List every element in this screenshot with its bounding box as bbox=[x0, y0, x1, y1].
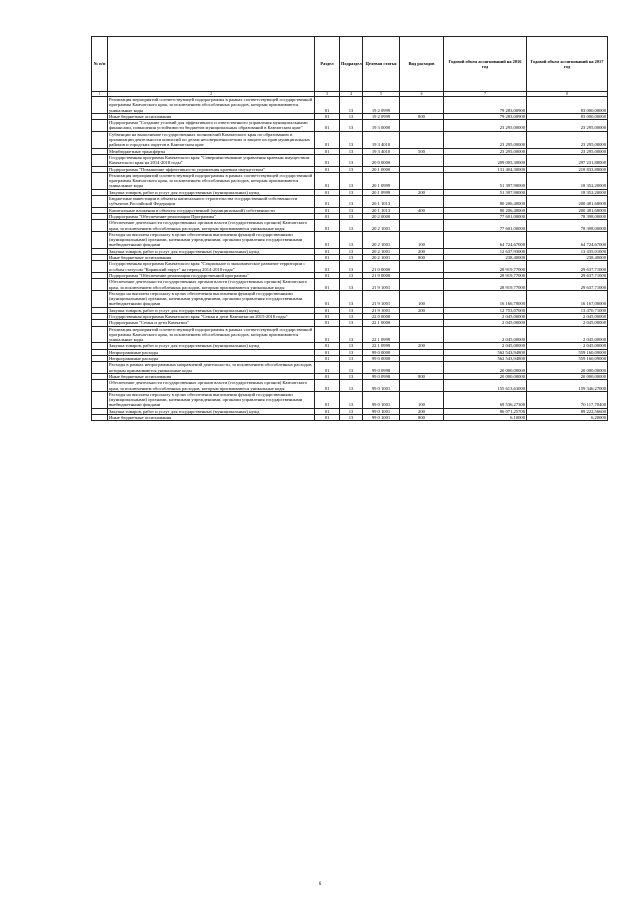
row-name-cell: Капитальные вложения в объекты государственной (муниципальной) собственности bbox=[108, 207, 315, 213]
row-section-cell: 01 bbox=[315, 326, 340, 343]
table-header-row bbox=[92, 37, 608, 92]
row-num-cell bbox=[92, 279, 108, 291]
row-vol-2017-cell: 559 160,09000 bbox=[527, 356, 608, 362]
row-vol-2017-cell: 16 167,00000 bbox=[527, 290, 608, 307]
row-name-cell: Субвенции на выполнение государственных полномочий Камчатского края по образованию и организации деятельности комиссий по делам несовершеннолетних и защите их прав муниципальных районов и городских округов в Камчатском крае bbox=[108, 131, 315, 148]
row-expense-type-cell bbox=[400, 362, 444, 374]
row-expense-type-cell bbox=[400, 279, 444, 291]
row-name-cell: Реализация мероприятий соответствующей подпрограммы в рамках соответствующей государственной программы Камчатского края, за исключением обособленных расходов, которым присваиваются уникальные коды bbox=[108, 172, 315, 189]
row-target-cell: 20 1 0999 bbox=[363, 189, 400, 195]
row-name-cell: Непрограммные расходы bbox=[108, 349, 315, 355]
row-vol-2016-cell: 209 005,30000 bbox=[444, 154, 527, 166]
row-subsection-cell: 13 bbox=[340, 196, 363, 208]
row-vol-2016-cell: 6,10000 bbox=[444, 415, 527, 421]
row-vol-2017-cell: 200 481,68000 bbox=[527, 196, 608, 208]
page-number: 6 bbox=[318, 882, 322, 887]
row-target-cell: 99 0 1001 bbox=[363, 380, 400, 392]
row-subsection-cell: 13 bbox=[340, 113, 363, 119]
row-expense-type-cell: 200 bbox=[400, 189, 444, 195]
row-num-cell bbox=[92, 290, 108, 307]
table-row bbox=[92, 154, 608, 166]
row-vol-2016-cell: 28 919,77000 bbox=[444, 272, 527, 278]
table-row bbox=[92, 172, 608, 189]
row-vol-2016-cell: 12 753,07000 bbox=[444, 307, 527, 313]
index-cell: 7 bbox=[444, 92, 527, 97]
row-name-cell: Иные бюджетные ассигнования bbox=[108, 255, 315, 261]
row-num-cell bbox=[92, 391, 108, 408]
row-name-cell: Обеспечение деятельности государственных органов власти (государственных органов) Камчатского края, за исключением обособленных расходов, которым присваиваются уникальные коды bbox=[108, 220, 315, 232]
row-name-cell: Расходы на выплаты персоналу в целях обеспечения выполнения функций государственными (муниципальными) органами, казенными учреждениями, органами управления государственными внебюджетными фондами bbox=[108, 290, 315, 307]
row-target-cell: 21 9 1001 bbox=[363, 307, 400, 313]
row-target-cell: 99 0 0000 bbox=[363, 356, 400, 362]
row-vol-2016-cell: 2 045,00000 bbox=[444, 313, 527, 319]
row-expense-type-cell bbox=[400, 120, 444, 132]
index-cell: 8 bbox=[527, 92, 608, 97]
row-vol-2017-cell: 18 352,20000 bbox=[527, 189, 608, 195]
row-expense-type-cell: 200 bbox=[400, 248, 444, 254]
row-vol-2017-cell: 29 637,71000 bbox=[527, 279, 608, 291]
row-section-cell: 01 bbox=[315, 97, 340, 114]
row-subsection-cell: 13 bbox=[340, 290, 363, 307]
row-expense-type-cell: 200 bbox=[400, 343, 444, 349]
row-expense-type-cell bbox=[400, 261, 444, 273]
row-target-cell: 99 0 1001 bbox=[363, 415, 400, 421]
row-subsection-cell: 13 bbox=[340, 255, 363, 261]
row-vol-2017-cell: 23 295,00000 bbox=[527, 148, 608, 154]
row-target-cell: 20 2 0000 bbox=[363, 213, 400, 219]
row-expense-type-cell bbox=[400, 220, 444, 232]
row-expense-type-cell: 800 bbox=[400, 255, 444, 261]
row-name-cell: Закупка товаров, работ и услуг для государственных (муниципальных) нужд bbox=[108, 408, 315, 414]
header-expense-type: Вид расходов bbox=[400, 37, 444, 92]
row-expense-type-cell: 100 bbox=[400, 231, 444, 248]
row-vol-2016-cell: 23 295,00000 bbox=[444, 131, 527, 148]
row-target-cell: 20 2 1001 bbox=[363, 248, 400, 254]
row-expense-type-cell bbox=[400, 326, 444, 343]
row-section-cell: 01 bbox=[315, 113, 340, 119]
row-target-cell: 20 1 1013 bbox=[363, 196, 400, 208]
row-target-cell: 22 1 0999 bbox=[363, 326, 400, 343]
row-subsection-cell: 13 bbox=[340, 120, 363, 132]
row-vol-2016-cell: 12 637,93000 bbox=[444, 248, 527, 254]
row-subsection-cell: 13 bbox=[340, 380, 363, 392]
row-target-cell: 99 0 0998 bbox=[363, 362, 400, 374]
row-name-cell: Расходы на выплаты персоналу в целях обеспечения выполнения функций государственными (муниципальными) органами, казенными учреждениями, органами управления государственными внебюджетными фондами bbox=[108, 391, 315, 408]
row-section-cell: 01 bbox=[315, 362, 340, 374]
row-target-cell: 20 2 1001 bbox=[363, 255, 400, 261]
row-section-cell: 01 bbox=[315, 166, 340, 172]
row-name-cell: Иные бюджетные ассигнования bbox=[108, 373, 315, 379]
row-name-cell: Обеспечение деятельности государственных органов власти (государственных органов) Камчатского края, за исключением обособленных расходов, которым присваиваются уникальные коды bbox=[108, 279, 315, 291]
row-subsection-cell: 13 bbox=[340, 343, 363, 349]
row-target-cell: 99 0 1001 bbox=[363, 391, 400, 408]
row-subsection-cell: 13 bbox=[340, 326, 363, 343]
row-section-cell: 01 bbox=[315, 272, 340, 278]
row-section-cell: 01 bbox=[315, 196, 340, 208]
row-vol-2016-cell: 77 601,00000 bbox=[444, 213, 527, 219]
row-vol-2017-cell: 29 637,71000 bbox=[527, 272, 608, 278]
row-vol-2016-cell: 80 206,40000 bbox=[444, 196, 527, 208]
row-section-cell: 01 bbox=[315, 213, 340, 219]
row-num-cell bbox=[92, 172, 108, 189]
row-vol-2017-cell: 218 833,88000 bbox=[527, 166, 608, 172]
row-subsection-cell: 13 bbox=[340, 97, 363, 114]
table-row bbox=[92, 120, 608, 132]
table-row bbox=[92, 196, 608, 208]
row-section-cell: 01 bbox=[315, 172, 340, 189]
table-row bbox=[92, 290, 608, 307]
row-expense-type-cell: 800 bbox=[400, 415, 444, 421]
row-num-cell bbox=[92, 415, 108, 421]
row-name-cell: Бюджетные инвестиции в объекты капитального строительства государственной собственности субъектов Российской Федерации bbox=[108, 196, 315, 208]
row-vol-2017-cell: 20 000,00000 bbox=[527, 362, 608, 374]
row-vol-2016-cell: 64 724,67000 bbox=[444, 231, 527, 248]
row-vol-2016-cell: 51 397,90000 bbox=[444, 172, 527, 189]
row-vol-2016-cell: 2 045,00000 bbox=[444, 320, 527, 326]
row-vol-2017-cell: 297 231,88000 bbox=[527, 154, 608, 166]
row-target-cell: 20 1 0000 bbox=[363, 166, 400, 172]
row-target-cell: 99 0 0000 bbox=[363, 349, 400, 355]
row-vol-2017-cell: 2 045,00000 bbox=[527, 313, 608, 319]
row-name-cell: Обеспечение деятельности государственных органов власти (государственных органов) Камчатского края, за исключением обособленных расходов, которым присваиваются уникальные коды bbox=[108, 380, 315, 392]
row-subsection-cell: 13 bbox=[340, 154, 363, 166]
table-row bbox=[92, 220, 608, 232]
row-name-cell: Реализация мероприятий соответствующей подпрограммы в рамках соответствующей государственной программы Камчатского края, за исключением обособленных расходов, которым присваиваются уникальные коды bbox=[108, 97, 315, 114]
row-subsection-cell: 13 bbox=[340, 307, 363, 313]
row-subsection-cell: 13 bbox=[340, 349, 363, 355]
row-subsection-cell: 13 bbox=[340, 279, 363, 291]
budget-sheet bbox=[91, 36, 607, 421]
row-subsection-cell: 13 bbox=[340, 172, 363, 189]
row-vol-2017-cell: 18 352,20000 bbox=[527, 172, 608, 189]
header-target: Целевая статья bbox=[363, 37, 400, 92]
row-section-cell: 01 bbox=[315, 356, 340, 362]
row-vol-2016-cell: 238,40000 bbox=[444, 255, 527, 261]
row-vol-2017-cell: 559 160,09000 bbox=[527, 349, 608, 355]
row-name-cell: Закупка товаров, работ и услуг для государственных (муниципальных) нужд bbox=[108, 343, 315, 349]
row-section-cell: 01 bbox=[315, 343, 340, 349]
row-vol-2016-cell: 20 000,00000 bbox=[444, 362, 527, 374]
row-vol-2017-cell: 23 295,00000 bbox=[527, 120, 608, 132]
row-section-cell: 01 bbox=[315, 220, 340, 232]
row-vol-2016-cell: 86 071,25700 bbox=[444, 408, 527, 414]
row-vol-2016-cell: 16 166,70000 bbox=[444, 290, 527, 307]
row-expense-type-cell: 100 bbox=[400, 391, 444, 408]
row-subsection-cell: 13 bbox=[340, 189, 363, 195]
row-vol-2016-cell: 69 536,27300 bbox=[444, 391, 527, 408]
row-vol-2016-cell: 28 919,77000 bbox=[444, 279, 527, 291]
row-target-cell: 20 1 0999 bbox=[363, 172, 400, 189]
row-vol-2017-cell: 159 346,27000 bbox=[527, 380, 608, 392]
row-num-cell bbox=[92, 131, 108, 148]
row-target-cell: 99 0 0998 bbox=[363, 373, 400, 379]
row-subsection-cell: 13 bbox=[340, 373, 363, 379]
header-vol-2016: Годовой объем ассигнований на 2016 год bbox=[444, 37, 527, 92]
row-vol-2016-cell: 79 283,00900 bbox=[444, 97, 527, 114]
row-name-cell: Реализация мероприятий соответствующей подпрограммы в рамках соответствующей государственной программы Камчатского края, за исключением обособленных расходов, которым присваиваются уникальные коды bbox=[108, 326, 315, 343]
row-expense-type-cell bbox=[400, 154, 444, 166]
row-section-cell: 01 bbox=[315, 207, 340, 213]
row-name-cell: Подпрограмма "Обеспечение реализации государственной программы" bbox=[108, 272, 315, 278]
header-vol-2017: Годовой объем ассигнований на 2017 год bbox=[527, 37, 608, 92]
row-vol-2017-cell: 83 000,00000 bbox=[527, 113, 608, 119]
table-row bbox=[92, 279, 608, 291]
row-name-cell: Закупка товаров, работ и услуг для государственных (муниципальных) нужд bbox=[108, 189, 315, 195]
row-vol-2017-cell: 2 045,00000 bbox=[527, 320, 608, 326]
row-num-cell bbox=[92, 120, 108, 132]
row-expense-type-cell: 400 bbox=[400, 207, 444, 213]
header-subsection: Подраздел bbox=[340, 37, 363, 92]
row-num-cell bbox=[92, 362, 108, 374]
table-row bbox=[92, 326, 608, 343]
row-target-cell: 99 0 1001 bbox=[363, 408, 400, 414]
row-vol-2016-cell: 79 283,00900 bbox=[444, 113, 527, 119]
table-row bbox=[92, 97, 608, 114]
row-target-cell: 19 2 0999 bbox=[363, 97, 400, 114]
table-row bbox=[92, 380, 608, 392]
row-expense-type-cell: 800 bbox=[400, 113, 444, 119]
header-section: Раздел bbox=[315, 37, 340, 92]
row-num-cell bbox=[92, 196, 108, 208]
row-vol-2017-cell: 83 000,00000 bbox=[527, 97, 608, 114]
row-section-cell: 01 bbox=[315, 189, 340, 195]
row-target-cell: 21 9 0000 bbox=[363, 272, 400, 278]
row-subsection-cell: 13 bbox=[340, 213, 363, 219]
row-expense-type-cell: 500 bbox=[400, 148, 444, 154]
row-vol-2016-cell: 80 206,40000 bbox=[444, 207, 527, 213]
row-target-cell: 19 3 4010 bbox=[363, 131, 400, 148]
row-name-cell: Расходы в рамках непрограммных направлений деятельности, за исключением обособленных расходов, которым присваиваются уникальные коды bbox=[109, 362, 313, 373]
row-section-cell: 01 bbox=[315, 131, 340, 148]
row-vol-2016-cell: 562 543,94800 bbox=[444, 356, 527, 362]
row-subsection-cell: 13 bbox=[340, 362, 363, 374]
row-vol-2016-cell: 51 397,90000 bbox=[444, 189, 527, 195]
row-vol-2017-cell: 64 724,67000 bbox=[527, 231, 608, 248]
row-vol-2017-cell: 2 045,00000 bbox=[527, 326, 608, 343]
row-vol-2017-cell: 200 481,68000 bbox=[527, 207, 608, 213]
row-vol-2016-cell: 2 045,00000 bbox=[444, 343, 527, 349]
index-cell: 1 bbox=[92, 92, 108, 97]
row-vol-2017-cell: 78 398,00000 bbox=[527, 220, 608, 232]
row-subsection-cell: 13 bbox=[340, 148, 363, 154]
row-target-cell: 20 0 0000 bbox=[363, 154, 400, 166]
row-expense-type-cell: 200 bbox=[400, 307, 444, 313]
row-section-cell: 01 bbox=[315, 255, 340, 261]
table-row bbox=[92, 231, 608, 248]
row-subsection-cell: 13 bbox=[340, 248, 363, 254]
row-num-cell bbox=[92, 380, 108, 392]
row-vol-2016-cell: 20 000,00000 bbox=[444, 373, 527, 379]
table-row bbox=[92, 131, 608, 148]
row-name-cell: Государственная программа Камчатского края "Социальное и экономическое развитие территории с особым статусом "Корякский округ" на период 2014-2018 годы" bbox=[108, 261, 315, 273]
row-subsection-cell: 13 bbox=[340, 313, 363, 319]
table-row bbox=[92, 391, 608, 408]
row-section-cell: 01 bbox=[315, 415, 340, 421]
row-vol-2017-cell: 23 295,00000 bbox=[527, 131, 608, 148]
row-vol-2016-cell: 23 295,00000 bbox=[444, 148, 527, 154]
row-section-cell: 01 bbox=[315, 290, 340, 307]
row-expense-type-cell: 200 bbox=[400, 408, 444, 414]
row-expense-type-cell: 100 bbox=[400, 290, 444, 307]
row-target-cell: 21 0 0000 bbox=[363, 261, 400, 273]
row-expense-type-cell bbox=[400, 196, 444, 208]
row-vol-2016-cell: 155 613,63000 bbox=[444, 380, 527, 392]
row-vol-2017-cell: 89 222,56600 bbox=[527, 408, 608, 414]
row-expense-type-cell bbox=[400, 131, 444, 148]
row-section-cell: 01 bbox=[315, 373, 340, 379]
row-subsection-cell: 13 bbox=[340, 220, 363, 232]
row-subsection-cell: 13 bbox=[340, 261, 363, 273]
row-target-cell: 20 2 1001 bbox=[363, 231, 400, 248]
row-name-cell: Непрограммные расходы bbox=[108, 356, 315, 362]
row-section-cell: 01 bbox=[315, 248, 340, 254]
row-name-cell: Подпрограмма "Семья и дети Камчатки" bbox=[108, 320, 315, 326]
row-num-cell bbox=[92, 231, 108, 248]
row-target-cell: 20 2 1001 bbox=[363, 220, 400, 232]
row-vol-2017-cell: 2 045,00000 bbox=[527, 343, 608, 349]
row-subsection-cell: 13 bbox=[340, 415, 363, 421]
row-subsection-cell: 13 bbox=[340, 320, 363, 326]
table-row bbox=[92, 261, 608, 273]
row-target-cell: 19 2 0999 bbox=[363, 113, 400, 119]
row-num-cell bbox=[92, 97, 108, 114]
row-target-cell: 21 9 1001 bbox=[363, 279, 400, 291]
row-section-cell: 01 bbox=[315, 391, 340, 408]
row-section-cell: 01 bbox=[315, 380, 340, 392]
row-vol-2017-cell: 6,20000 bbox=[527, 415, 608, 421]
row-subsection-cell: 13 bbox=[340, 408, 363, 414]
row-vol-2017-cell: 238,40000 bbox=[527, 255, 608, 261]
index-cell: 5 bbox=[363, 92, 400, 97]
table-row bbox=[92, 415, 608, 421]
row-vol-2017-cell: 78 398,00000 bbox=[527, 213, 608, 219]
row-section-cell: 01 bbox=[315, 231, 340, 248]
row-vol-2017-cell: 70 117,70400 bbox=[527, 391, 608, 408]
row-subsection-cell: 13 bbox=[340, 356, 363, 362]
row-section-cell: 01 bbox=[315, 148, 340, 154]
table-row bbox=[92, 362, 608, 374]
row-num-cell bbox=[92, 326, 108, 343]
row-name-cell: Государственная программа Камчатского края "Семья и дети Камчатки на 2015-2018 годы" bbox=[108, 313, 315, 319]
row-target-cell: 20 1 1013 bbox=[363, 207, 400, 213]
row-name-cell: Государственная программа Камчатского края "Совершенствование управления краевым имуществом Камчатского края на 2014-2018 годы" bbox=[108, 154, 315, 166]
row-expense-type-cell: 800 bbox=[400, 373, 444, 379]
row-section-cell: 01 bbox=[315, 154, 340, 166]
row-vol-2017-cell: 20 000,00000 bbox=[527, 373, 608, 379]
row-subsection-cell: 13 bbox=[340, 166, 363, 172]
row-section-cell: 01 bbox=[315, 307, 340, 313]
row-subsection-cell: 13 bbox=[340, 272, 363, 278]
row-name-cell: Межбюджетные трансферты bbox=[108, 148, 315, 154]
row-name-cell: Подпрограмма "Повышение эффективности управления краевым имуществом" bbox=[108, 166, 315, 172]
index-cell: 3 bbox=[315, 92, 340, 97]
row-subsection-cell: 13 bbox=[340, 207, 363, 213]
header-num: № п/п bbox=[92, 37, 108, 92]
row-section-cell: 01 bbox=[315, 320, 340, 326]
row-subsection-cell: 13 bbox=[340, 391, 363, 408]
row-num-cell bbox=[92, 261, 108, 273]
row-name-cell: Подпрограмма "Обеспечение реализации Программы" bbox=[108, 213, 315, 219]
row-target-cell: 19 3 0000 bbox=[363, 120, 400, 132]
index-cell: 4 bbox=[340, 92, 363, 97]
row-target-cell: 22 0 0000 bbox=[363, 313, 400, 319]
row-target-cell: 19 3 4010 bbox=[363, 148, 400, 154]
row-name-cell: Подпрограмма "Создание условий для эффективного и ответственного управления муниципальными финансами, повышения устойчивости бюджетов муниципальных образований в Камчатском крае" bbox=[108, 120, 315, 132]
row-vol-2016-cell: 77 601,00000 bbox=[444, 220, 527, 232]
row-section-cell: 01 bbox=[315, 349, 340, 355]
row-target-cell: 21 9 1001 bbox=[363, 290, 400, 307]
row-vol-2017-cell: 13 470,71000 bbox=[527, 307, 608, 313]
row-section-cell: 01 bbox=[315, 279, 340, 291]
row-subsection-cell: 13 bbox=[340, 231, 363, 248]
row-name-cell: Закупка товаров, работ и услуг для государственных (муниципальных) нужд bbox=[108, 307, 315, 313]
row-expense-type-cell bbox=[400, 172, 444, 189]
row-target-cell: 22 1 0000 bbox=[363, 320, 400, 326]
row-section-cell: 01 bbox=[315, 261, 340, 273]
row-name-cell: Расходы на выплаты персоналу в целях обеспечения выполнения функций государственными (муниципальными) органами, казенными учреждениями, органами управления государственными внебюджетными фондами bbox=[108, 231, 315, 248]
row-vol-2016-cell: 23 295,00000 bbox=[444, 120, 527, 132]
row-vol-2016-cell: 2 045,00000 bbox=[444, 326, 527, 343]
header-name bbox=[108, 37, 315, 92]
row-vol-2017-cell: 29 637,71000 bbox=[527, 261, 608, 273]
row-num-cell bbox=[92, 220, 108, 232]
index-cell: 2 bbox=[108, 92, 315, 97]
index-cell: 6 bbox=[400, 92, 444, 97]
row-vol-2016-cell: 131 404,30000 bbox=[444, 166, 527, 172]
budget-table bbox=[91, 36, 608, 421]
table-body bbox=[92, 97, 608, 421]
row-expense-type-cell bbox=[400, 380, 444, 392]
row-section-cell: 01 bbox=[315, 313, 340, 319]
row-expense-type-cell bbox=[400, 97, 444, 114]
row-name-cell: Закупка товаров, работ и услуг для государственных (муниципальных) нужд bbox=[108, 248, 315, 254]
row-target-cell: 22 1 0999 bbox=[363, 343, 400, 349]
row-vol-2017-cell: 13 435,01000 bbox=[527, 248, 608, 254]
row-name-cell: Иные бюджетные ассигнования bbox=[108, 415, 315, 421]
row-vol-2016-cell: 562 543,94800 bbox=[444, 349, 527, 355]
row-subsection-cell: 13 bbox=[340, 131, 363, 148]
row-section-cell: 01 bbox=[315, 408, 340, 414]
row-section-cell: 01 bbox=[315, 120, 340, 132]
row-num-cell bbox=[92, 154, 108, 166]
row-vol-2016-cell: 28 919,77000 bbox=[444, 261, 527, 273]
row-name-cell: Иные бюджетные ассигнования bbox=[108, 113, 315, 119]
